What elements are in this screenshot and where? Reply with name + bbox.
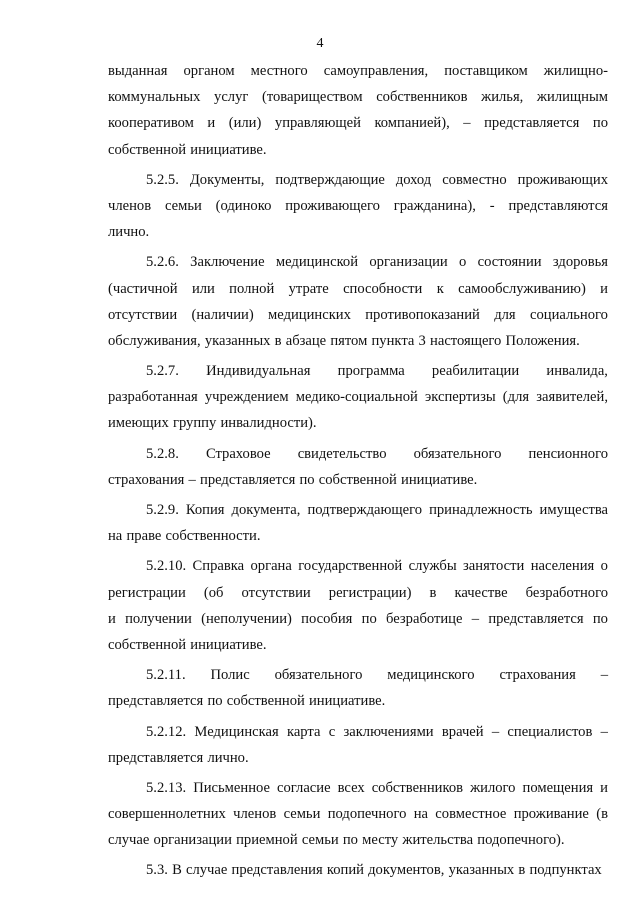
paragraph-p-5-2-10 xyxy=(108,553,608,658)
text-line xyxy=(108,553,608,579)
paragraph-p-5-2-7 xyxy=(108,358,608,437)
paragraph-p-cont xyxy=(108,58,608,163)
word: приемной xyxy=(236,832,298,849)
text-line xyxy=(108,827,608,853)
word: по xyxy=(592,610,608,627)
word: качестве xyxy=(454,584,508,601)
word: регистрации xyxy=(108,584,186,601)
word: жилья, xyxy=(481,89,524,106)
text-line xyxy=(108,276,608,302)
word: инициативе. xyxy=(309,693,386,710)
word: членов xyxy=(108,197,152,214)
word: имущества xyxy=(539,502,608,518)
word: жилищно- xyxy=(543,63,608,79)
word: представляется xyxy=(488,610,584,627)
word: компанией), xyxy=(374,115,450,132)
word: занятости xyxy=(463,558,525,575)
word: лично. xyxy=(207,749,249,766)
word: гражданина), xyxy=(393,197,476,214)
paragraph-p-5-2-13 xyxy=(108,775,608,854)
text-line xyxy=(108,410,608,436)
word: пятом xyxy=(330,332,368,349)
document-body xyxy=(108,58,608,884)
paragraph-p-5-2-8 xyxy=(108,441,608,493)
word: населения xyxy=(530,558,595,575)
word: на xyxy=(108,528,123,545)
word: кооперативом xyxy=(108,115,194,132)
word: – xyxy=(463,115,471,132)
paragraph-p-5-2-5 xyxy=(108,167,608,246)
word: по xyxy=(299,471,315,488)
word: коммунальных xyxy=(108,89,201,106)
word: Полис xyxy=(210,667,250,684)
word: документов, xyxy=(368,862,445,879)
word: (товариществом xyxy=(261,89,363,106)
word: 5.2.7. xyxy=(146,363,179,380)
word: о xyxy=(459,254,467,271)
word: собственной xyxy=(108,636,187,653)
word: медицинского xyxy=(387,667,475,684)
word: собственников xyxy=(376,89,468,106)
word: случае xyxy=(108,832,150,849)
text-line xyxy=(108,302,608,328)
word: собственников xyxy=(371,779,464,796)
word: Медицинская xyxy=(194,723,279,740)
word: праве xyxy=(126,528,162,545)
paragraph-p-5-2-9 xyxy=(108,497,608,549)
word: получении xyxy=(125,610,192,627)
word: подтверждающего xyxy=(307,502,423,518)
word: представляется xyxy=(108,749,204,766)
text-line xyxy=(108,606,608,632)
word: абзаце xyxy=(285,332,327,349)
word: документа, xyxy=(231,502,301,518)
word: собственности. xyxy=(165,528,261,545)
word: Страховое xyxy=(205,445,271,462)
word: организации xyxy=(369,254,448,271)
word: имеющих xyxy=(108,415,169,432)
word: выданная xyxy=(108,63,168,79)
word: месту xyxy=(362,832,399,849)
word: (наличии) xyxy=(191,306,254,323)
word: - xyxy=(489,197,495,214)
paragraph-p-5-3 xyxy=(108,857,608,883)
word: реабилитации xyxy=(431,363,520,380)
text-line xyxy=(108,110,608,136)
text-line xyxy=(108,358,608,384)
word: – xyxy=(491,723,500,740)
word: безработице xyxy=(386,610,463,627)
word: для xyxy=(494,306,516,323)
word: представляется xyxy=(200,471,296,488)
word: согласие xyxy=(277,779,331,796)
text-line xyxy=(108,662,608,688)
word: врачей xyxy=(441,723,484,740)
word: семьи xyxy=(301,832,339,849)
word: в xyxy=(274,332,282,349)
word: пособия xyxy=(301,610,353,627)
text-line xyxy=(108,219,608,245)
word: собственной xyxy=(108,141,187,158)
text-line xyxy=(108,328,608,354)
word: инициативе. xyxy=(401,471,478,488)
word: 5.2.6. xyxy=(146,254,179,271)
text-line xyxy=(108,384,608,410)
word: представляются xyxy=(508,197,608,214)
word: по xyxy=(361,610,377,627)
word: поставщиком xyxy=(444,63,528,79)
word: обслуживания, xyxy=(108,332,201,349)
text-line xyxy=(108,719,608,745)
paragraph-p-5-2-11 xyxy=(108,662,608,714)
word: принадлежность xyxy=(429,502,533,518)
word: жилого xyxy=(470,779,516,796)
word: представляется xyxy=(108,693,204,710)
word: 3 xyxy=(418,332,426,349)
word: подопечного). xyxy=(477,832,565,849)
word: указанных xyxy=(204,332,271,349)
word: Положения. xyxy=(505,332,580,349)
word: отсутствии xyxy=(108,306,178,323)
word: представляется xyxy=(484,115,580,132)
word: организации xyxy=(153,832,232,849)
word: способности xyxy=(343,280,423,297)
word: специалистов xyxy=(507,723,593,740)
word: с xyxy=(328,723,336,740)
word: проживающих xyxy=(517,171,608,188)
word: (или) xyxy=(228,115,262,132)
text-line xyxy=(108,249,608,275)
text-line xyxy=(108,497,608,523)
text-line xyxy=(108,857,608,883)
word: медицинских xyxy=(268,306,351,323)
word: всех xyxy=(337,779,365,796)
word: государственной xyxy=(298,558,403,575)
word: (в xyxy=(596,806,608,823)
word: инициативе. xyxy=(190,141,267,158)
word: случае xyxy=(186,862,228,879)
word: медико-социальной xyxy=(295,389,418,406)
word: Справка xyxy=(192,558,245,575)
word: – xyxy=(471,610,480,627)
word: здоровья xyxy=(552,254,608,271)
word: членов xyxy=(233,806,277,823)
word: совместное xyxy=(435,806,507,823)
word: безработного xyxy=(525,584,608,601)
text-line xyxy=(108,84,608,110)
word: услуг xyxy=(214,89,249,106)
word: состоянии xyxy=(477,254,542,271)
word: собственной xyxy=(226,693,305,710)
word: по xyxy=(592,115,608,132)
text-line xyxy=(108,745,608,771)
word: о xyxy=(600,558,608,575)
word: группу xyxy=(172,415,217,432)
word: по xyxy=(207,693,223,710)
text-line xyxy=(108,467,608,493)
word: местного xyxy=(250,63,308,79)
word: 5.2.12. xyxy=(146,723,187,740)
word: на xyxy=(413,806,428,823)
word: управляющей xyxy=(274,115,361,132)
word: подопечного xyxy=(327,806,407,823)
word: и xyxy=(207,115,216,132)
word: обязательного xyxy=(413,445,502,462)
word: страхования xyxy=(108,471,185,488)
word: медицинской xyxy=(275,254,359,271)
word: органа xyxy=(250,558,292,575)
word: полной xyxy=(229,280,275,297)
word: Документы, xyxy=(189,171,265,188)
word: инвалида, xyxy=(546,363,608,380)
word: подпунктах xyxy=(529,862,602,879)
word: страхования xyxy=(499,667,576,684)
text-line xyxy=(108,632,608,658)
text-line xyxy=(108,801,608,827)
word: совместно xyxy=(442,171,507,188)
word: лично. xyxy=(108,224,150,241)
word: Копия xyxy=(185,502,225,518)
word: жилищным xyxy=(536,89,608,106)
text-line xyxy=(108,775,608,801)
word: социального xyxy=(529,306,608,323)
word: утрате xyxy=(288,280,329,297)
word: – xyxy=(600,667,608,684)
word: инициативе. xyxy=(190,636,267,653)
word: программа xyxy=(337,363,405,380)
word: (частичной xyxy=(108,280,178,297)
word: учреждением xyxy=(204,389,289,406)
word: (одиноко xyxy=(215,197,272,214)
word: и xyxy=(108,610,116,627)
word: В xyxy=(172,862,182,879)
word: к xyxy=(436,280,444,297)
word: 5.2.9. xyxy=(146,502,179,518)
word: заявителей, xyxy=(536,389,608,406)
word: Заключение xyxy=(190,254,265,271)
text-line xyxy=(108,441,608,467)
word: разработанная xyxy=(108,389,198,406)
word: копий xyxy=(326,862,364,879)
word: семьи xyxy=(283,806,321,823)
word: пункта xyxy=(371,332,415,349)
word: совершеннолетних xyxy=(108,806,226,823)
text-line xyxy=(108,137,608,163)
word: – xyxy=(600,723,608,740)
text-line xyxy=(108,167,608,193)
text-line xyxy=(108,193,608,219)
word: самоуправления, xyxy=(323,63,429,79)
word: (об xyxy=(203,584,224,601)
word: отсутствии xyxy=(241,584,311,601)
word: 5.2.10. xyxy=(146,558,187,575)
word: подтверждающие xyxy=(275,171,385,188)
word: и xyxy=(600,779,608,796)
word: указанных xyxy=(448,862,515,879)
word: 5.3. xyxy=(146,862,168,879)
paragraph-p-5-2-12 xyxy=(108,719,608,771)
word: в xyxy=(429,584,437,601)
word: жительства xyxy=(402,832,474,849)
text-line xyxy=(108,58,608,84)
word: (неполучении) xyxy=(201,610,292,627)
word: 5.2.13. xyxy=(146,779,187,796)
word: проживающего xyxy=(285,197,380,214)
word: регистрации) xyxy=(328,584,412,601)
word: настоящего xyxy=(430,332,502,349)
text-line xyxy=(108,523,608,549)
word: заключениями xyxy=(343,723,434,740)
word: доход xyxy=(395,171,432,188)
word: 5.2.11. xyxy=(146,667,186,684)
word: службы xyxy=(408,558,457,575)
word: органом xyxy=(183,63,235,79)
paragraph-p-5-2-6 xyxy=(108,249,608,354)
word: (для xyxy=(502,389,530,406)
word: помещения xyxy=(522,779,594,796)
word: в xyxy=(518,862,526,879)
word: и xyxy=(600,280,608,297)
word: самообслуживанию) xyxy=(458,280,586,297)
word: представления xyxy=(231,862,323,879)
page-number: 4 xyxy=(316,36,324,51)
word: Индивидуальная xyxy=(206,363,311,380)
word: пенсионного xyxy=(528,445,608,462)
word: Письменное xyxy=(193,779,270,796)
word: экспертизы xyxy=(425,389,496,406)
word: противопоказаний xyxy=(365,306,480,323)
word: 5.2.8. xyxy=(146,445,179,462)
word: 5.2.5. xyxy=(146,171,179,188)
word: или xyxy=(191,280,215,297)
word: обязательного xyxy=(274,667,363,684)
text-line xyxy=(108,580,608,606)
word: собственной xyxy=(318,471,397,488)
word: свидетельство xyxy=(297,445,387,462)
word: – xyxy=(188,471,196,488)
word: карта xyxy=(286,723,321,740)
word: инвалидности). xyxy=(220,415,317,432)
text-line xyxy=(108,688,608,714)
word: проживание xyxy=(513,806,589,823)
word: семьи xyxy=(164,197,202,214)
word: по xyxy=(342,832,358,849)
